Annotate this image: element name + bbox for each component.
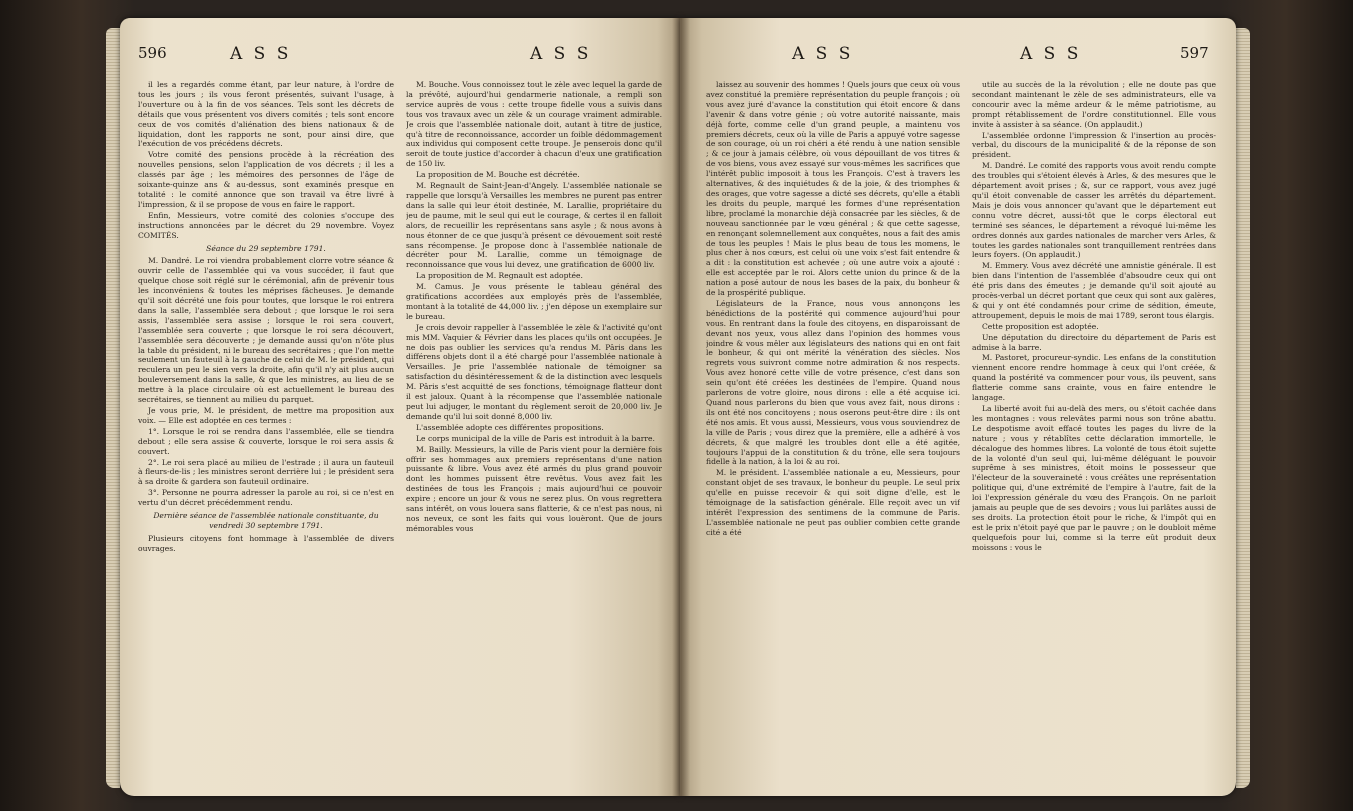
paragraph: Le corps municipal de la ville de Paris est introduit à la barre. [416, 433, 655, 443]
paragraph: Votre comité des pensions procède à la récréation des nouvelles pensions, selon l'application de vos décrets ; il les a classés par âge ; les mémoires des personnes de l'âge de soixante-quinze ans & au-dessus, sont examinés presque en totalité : le comité annonce que son travail va être livré à l'impression, & il se propose de vous en faire le rapport. [138, 150, 394, 209]
paragraph: Je crois devoir rappeller à l'assemblée le zèle & l'activité qu'ont mis MM. Vaquier & Février dans les places qu'ils ont occupées. Je ne dois pas oublier les services qu'a rendus M. Pâris dans les différens objets dont il a été chargé pour l'assemblée nationale à Versailles. Je prie l'assemblée nationale de témoigner sa satisfaction du désintéressement & de la distinction avec lesquels M. Pâris s'est acquitté de ses fonctions, témoignage flatteur dont il est jaloux. Quant à la récompense que l'assemblée nationale peut lui adjuger, le montant du règlement seroit de 20,000 liv. Je demande qu'il lui soit donné 8,000 liv. [406, 322, 662, 421]
left-column-1 [138, 80, 394, 780]
paragraph: M. Bouche. Vous connoissez tout le zèle avec lequel la garde de la prévôté, aujourd'hui gendarmerie nationale, a rempli son service auprès de vous : cette troupe fidelle vous a suivis dans tous vos travaux avec un zèle & un courage vraiment admirable. Je crois que l'assemblée nationale doit, autant à titre de justice, qu'à titre de reconnoissance, accorder un foible dédommagement aux individus qui composent cette troupe. Je penserois donc qu'il seroit de toute justice d'accorder à chacun d'eux une gratification de 150 liv. [406, 80, 662, 169]
paragraph: La proposition de M. Bouche est décrétée. [416, 170, 580, 180]
paragraph: M. Bailly. Messieurs, la ville de Paris vient pour la dernière fois offrir ses hommages aux premiers représentans d'une nation puissante & libre. Vous avez été armés du plus grand pouvoir dont les hommes puissent être revêtus. Vous avez fait les destinées de tous les François ; mais aujourd'hui ce pouvoir expire ; encore un jour & vous ne serez plus. On vous regrettera sans intérêt, on vous louera sans flatterie, & ce n'est pas nous, ni nos neveux, ce sont les faits qui vous louèront. Que de jours mémorables vous [406, 444, 662, 533]
paragraph: utile au succès de la la révolution ; elle ne doute pas que secondant maintenant le zèle de ses administrateurs, elle va concourir avec la même ardeur & le même patriotisme, au prompt rétablissement de l'ordre constitutionnel. Elle vous invite à assister à sa séance. (On applaudit.) [972, 80, 1216, 129]
left-running-head-2: A S S [530, 44, 592, 64]
paragraph: M. Pastoret, procureur-syndic. Les enfans de la constitution viennent encore rendre hommage à ceux qui l'ont créée, & quand la postérité va commencer pour vous, ils peuvent, sans flatterie comme sans crainte, vous en faire entendre le langage. [972, 353, 1216, 403]
paragraph: 1°. Lorsque le roi se rendra dans l'assemblée, elle se tiendra debout ; elle sera assise & couverte, lorsque le roi sera assis & couvert. [138, 426, 394, 456]
paragraph: Enfin, Messieurs, votre comité des colonies s'occupe des instructions annoncées par le décret du 29 novembre. Voyez COMITÉS. [138, 210, 394, 240]
book-gutter [672, 18, 690, 796]
paragraph: M. Dandré. Le comité des rapports vous avoit rendu compte des troubles qui s'étoient élevés à Arles, & des mesures que le département avoit prises ; &, sur ce rapport, vous avez jugé qu'il étoit convenable de casser les arrêtés du département. Mais je dois vous annoncer qu'avant que le département eut connu votre décret, aussi-tôt que le corps électoral eut terminé ses séances, le département a révoqué lui-même les ordres donnés aux gardes nationales de marcher vers Arles, & toutes les gardes nationales sont tranquillement rentrées dans leurs foyers. (On applaudit.) [972, 161, 1216, 260]
right-running-head-2: A S S [1020, 44, 1082, 64]
paragraph: Je vous prie, M. le président, de mettre ma proposition aux voix. — Elle est adoptée en ces termes : [138, 406, 394, 425]
left-running-head-1: A S S [230, 44, 292, 64]
paragraph: L'assemblée adopte ces différentes propositions. [416, 422, 604, 432]
left-column-2 [406, 80, 662, 780]
paragraph: Cette proposition est adoptée. [982, 321, 1099, 331]
paragraph: il les a regardés comme étant, par leur nature, à l'ordre de tous les jours ; ils vous feront présentés, suivant l'usage, à l'ouverture ou à la fin de vos séances. Tels sont les décrets de détails que vous présentent vos divers comités ; tels sont encore ceux de vos comités d'aliénation des biens nationaux & de liquidation, dont les rapports ne sont, pour ainsi dire, que l'exécution de vos précédens décrets. [138, 80, 394, 149]
page-edges-right [1236, 28, 1250, 788]
paragraph: 2°. Le roi sera placé au milieu de l'estrade ; il aura un fauteuil à fleurs-de-lis ; les ministres seront derrière lui ; le président sera à sa droite & gardera son fauteuil ordinaire. [138, 457, 394, 487]
paragraph: laissez au souvenir des hommes ! Quels jours que ceux où vous avez constitué la première représentation du peuple françois ; où vous avez juré d'avance la constitution qui étoit encore & dans l'avenir & dans votre génie ; où votre autorité naissante, mais déjà forte, comme celle d'un grand peuple, a maintenu vos premiers décrets, ceux où la ville de Paris a appuyé votre sagesse de son courage, où un roi chéri a été rendu à une nation sensible ; & ce jour à jamais célèbre, où vous dépouillant de vos titres & de vos biens, vous avez essayé sur vous-mêmes les sacrifices que l'intérêt public imposoit à tous les François. C'est à travers les alternatives, & des inquiétudes & de la joie, & des triomphes & des orages, que votre sagesse a dicté ses décrets, qu'elle a établi les droits du peuple, marqué les formes d'une représentation libre, proclamé la monarchie déjà consacrée par les siècles, & de nouveau sanctionnée par le vœu général ; & que cette sagesse, en renonçant solemnellement aux conquêtes, nous a fait des amis de tous les peuples ! Mais le plus beau de tous les momens, le plus cher à nos cœurs, est celui où une voix s'est fait entendre & a dit : la constitution est achevée ; où une autre voix a ajouté : elle est acceptée par le roi. Alors cette union du prince & de la nation a posé autour de nous les bases de la paix, du bonheur & de la prospérité publique. [706, 80, 960, 298]
paragraph: Une députation du directoire du département de Paris est admise à la barre. [972, 332, 1216, 352]
paragraph: Dernière séance de l'assemblée nationale constituante, du vendredi 30 septembre 1791. [153, 511, 379, 530]
paragraph: L'assemblée ordonne l'impression & l'insertion au procès-verbal, du discours de la municipalité & de la réponse de son président. [972, 130, 1216, 160]
paragraph: La proposition de M. Regnault est adoptée. [416, 271, 583, 281]
left-page [120, 18, 680, 796]
paragraph: M. Emmery. Vous avez décrété une amnistie générale. Il est bien dans l'intention de l'assemblée d'absoudre ceux qui ont été pris dans des émeutes ; je demande qu'il soit ajouté au procès-verbal un décret portant que ceux qui sont aux galères, & qui y ont été condamnés pour crime de sédition, émeute, attroupement, depuis le mois de mai 1789, seront tous élargis. [972, 261, 1216, 320]
paragraph: M. Regnault de Saint-Jean-d'Angely. L'assemblée nationale se rappelle que lorsqu'à Versailles les membres ne purent pas entrer dans la salle qui leur étoit destinée, M. Larallie, propriétaire du jeu de paume, mit le seul qui eut le courage, & certes il en falloit alors, de recueillir les représentans sans asyle ; & nous avons à nous étonner de ce que jusqu'à présent ce dévouement soit resté sans récompense. Je propose donc à l'assemblée nationale de décréter pour M. Larallie, comme un témoignage de reconnoissance que vous lui devez, une gratification de 6000 liv. [406, 181, 662, 270]
paragraph: 3°. Personne ne pourra adresser la parole au roi, si ce n'est en vertu d'un décret précédemment rendu. [138, 488, 394, 508]
right-running-head-1: A S S [792, 44, 854, 64]
right-page [680, 18, 1236, 796]
paragraph: Séance du 29 septembre 1791. [206, 243, 326, 253]
right-page-number: 597 [1180, 44, 1209, 62]
page-edges-left [106, 28, 120, 788]
paragraph: Législateurs de la France, nous vous annonçons les bénédictions de la postérité qui commence aujourd'hui pour vous. En rentrant dans la foule des citoyens, en disparoissant de devant nos yeux, vous allez dans l'opinion des hommes vous joindre & vous mêler aux législateurs des nations qui en ont fait le bonheur, & qui ont mérité la vénération des siècles. Nos regrets vous suivront comme notre admiration & nos respects. Vous avez honoré cette ville de votre présence, c'est dans son sein qu'ont été créées les destinées de l'empire. Quand nous parlerons de votre gloire, nous dirons : elle a été acquise ici. Quand nous parlerons du bien que vous avez fait, nous dirons : ils ont été nos concitoyens ; nous oserons peut-être dire : ils ont été nos amis. Et vous aussi, Messieurs, vous vous souviendrez de la ville de Paris ; vous direz que la première, elle a adhéré à vos décrets, & que malgré les troubles dont elle a été agitée, toujours l'appui de la constitution & du trône, elle sera toujours fidelle à la nation, à la loi & au roi. [706, 298, 960, 467]
right-column-2 [972, 80, 1216, 780]
paragraph: Plusieurs citoyens font hommage à l'assemblée de divers ouvrages. [138, 533, 394, 553]
paragraph: M. le président. L'assemblée nationale a eu, Messieurs, pour constant objet de ses travaux, le bonheur du peuple. Le seul prix qu'elle en puisse recevoir & qui soit digne d'elle, est le témoignage de la satisfaction générale. Elle reçoit avec un vif intérêt l'expression des sentimens de la commune de Paris. L'assemblée nationale ne peut pas oublier combien cette grande cité a été [706, 468, 960, 537]
paragraph: M. Dandré. Le roi viendra probablement clorre votre séance & ouvrir celle de l'assemblée qui va vous succéder, il faut que quelque chose soit réglé sur le cérémonial, afin de prévenir tous les inconvéniens & toutes les méprises fâcheuses. Je demande qu'il soit décrété une fois pour toutes, que lorsque le roi entrera dans la salle, l'assemblée sera debout ; que lorsque le roi sera assis, l'assemblée sera assise ; lorsque le roi sera couvert, l'assemblée sera couverte ; que lorsque le roi sera découvert, l'assemblée sera découverte ; je demande aussi qu'on n'ôte plus la table du président, ni le bureau des secrétaires ; que l'on mette seulement un fauteuil à la gauche de celui de M. le président, qui reculera un peu le sien vers la droite, afin qu'il n'y ait plus aucun bouleversement dans la salle, & que les ministres, au lieu de se mettre à la place circulaire où est actuellement le bureau des secrétaires, se tiennent au milieu du parquet. [138, 256, 394, 405]
paragraph: M. Camus. Je vous présente le tableau général des gratifications accordées aux employés près de l'assemblée, montant à la totalité de 44,000 liv. ; j'en dépose un exemplaire sur le bureau. [406, 282, 662, 321]
left-page-number: 596 [138, 44, 167, 62]
paragraph: La liberté avoit fui au-delà des mers, ou s'étoit cachée dans les montagnes : vous relevâtes parmi nous son trône abattu. Le despotisme avoit effacé toutes les pages du livre de la nature ; vous y rétablîtes cette déclaration immortelle, le décalogue des hommes libres. La volonté de tous étoit sujette de la volonté d'un seul qui, lui-même déléguant le pouvoir suprême à ses ministres, étoit moins le possesseur que l'électeur de la souveraineté : vous créâtes une représentation politique qui, d'une extrémité de l'empire à l'autre, fait de la loi l'expression générale du vœu des François. On ne parloit jamais au peuple que de ses devoirs ; vous lui parlâtes aussi de ses droits. La protection étoit pour le riche, & l'impôt qui en est le prix n'étoit payé que par le pauvre ; on le doubloit même quelquefois pour lui, comme si la terre eût produit deux moissons : vous le [972, 404, 1216, 552]
right-column-1 [706, 80, 960, 780]
